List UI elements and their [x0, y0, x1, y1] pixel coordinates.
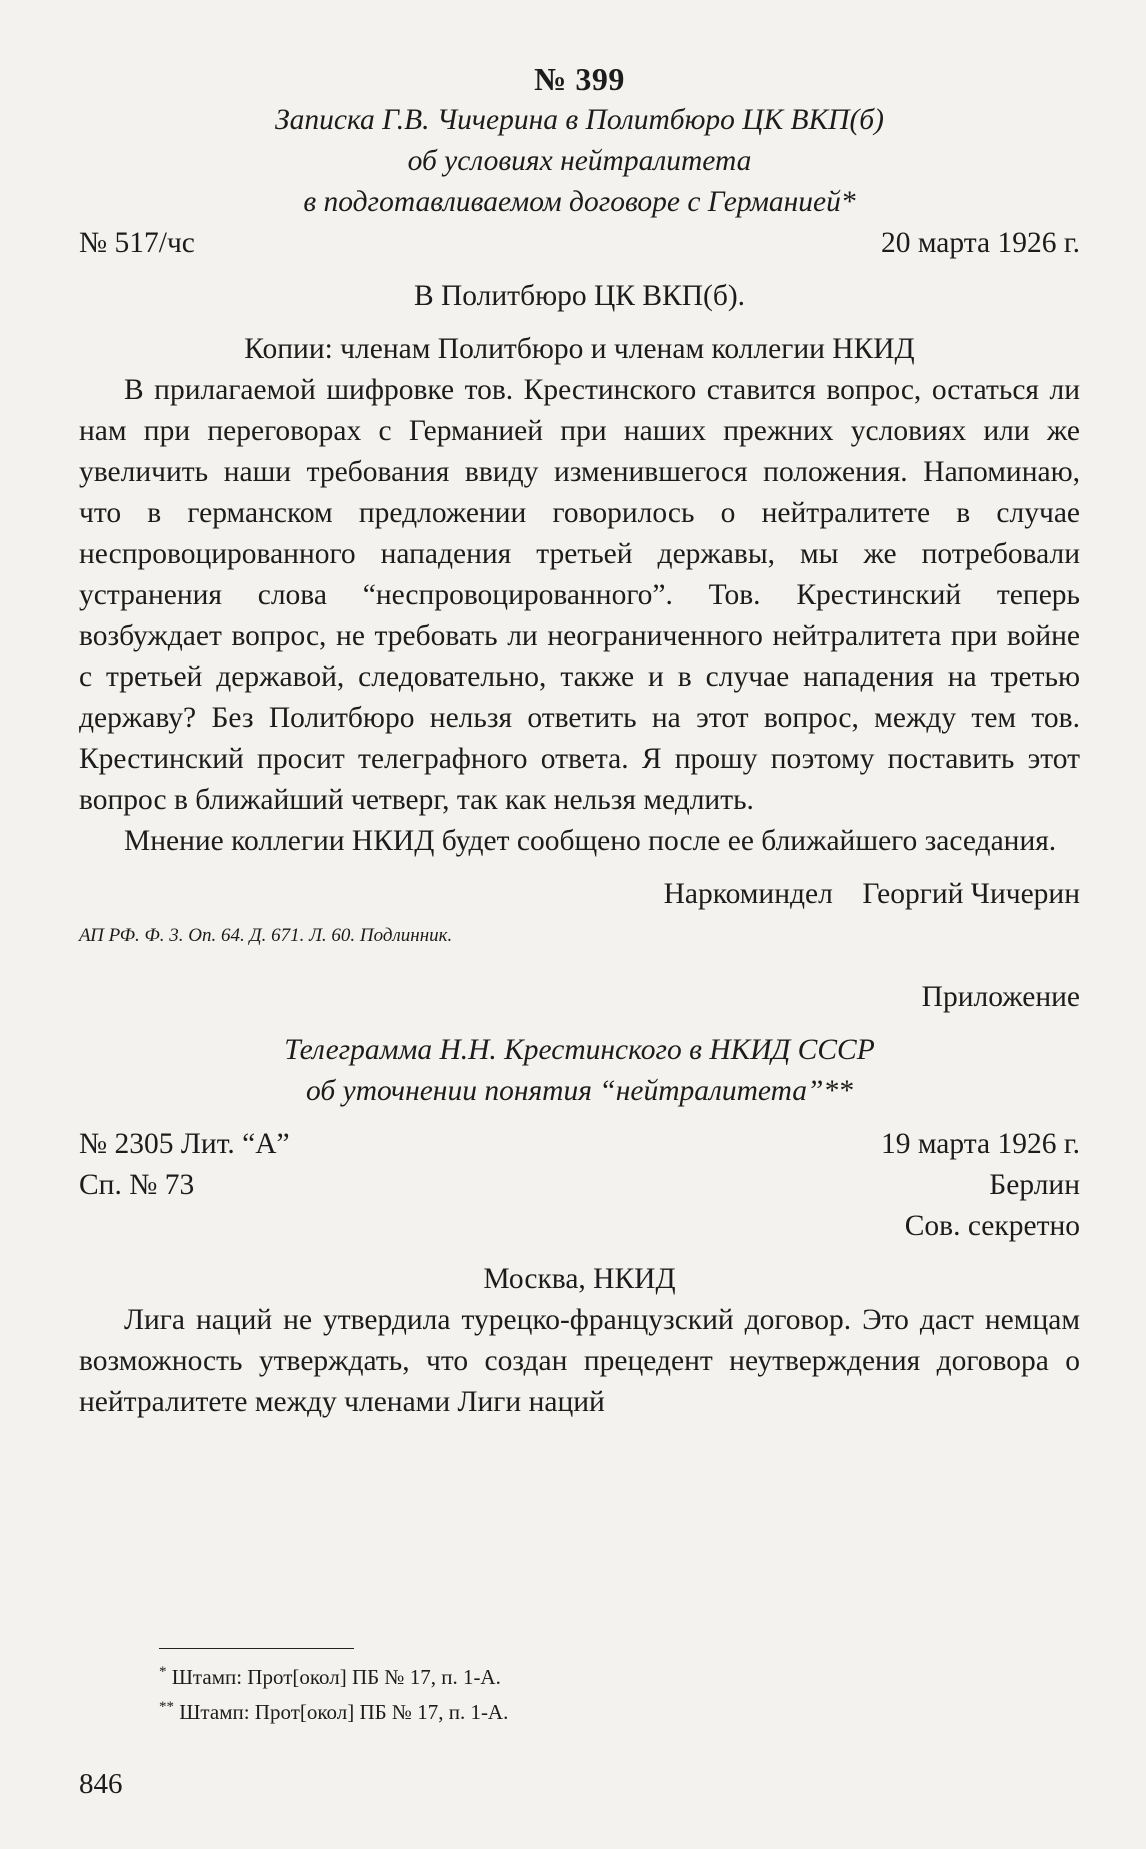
telegram-addressee: Москва, НКИД [483, 1263, 676, 1295]
archive-source: АП РФ. Ф. 3. Оп. 64. Д. 671. Л. 60. Подлинник. [79, 925, 453, 946]
memo-paragraph-1: В прилагаемой шифровке тов. Крестинского ставится вопрос, остаться ли нам при переговорах с Германией при наших прежних условиях или же увеличить наши требования ввиду изменившегося положения. Напоминаю, что в германском предложении говорилось о нейтралитете в случае неспровоцированного нападения третьей державы, мы же потребовали устранения слова “неспровоцированного”. Тов. Крестинский теперь возбуждает вопрос, не требовать ли неограниченного нейтралитета при войне с третьей державой, следовательно, также и в случае нападения на третью державу? Без Политбюро нельзя ответить на этот вопрос, между тем тов. Крестинский просит телеграфного ответа. Я прошу поэтому поставить этот вопрос в ближайший четверг, так как нельзя медлить. [79, 374, 1080, 816]
footnote-1 [79, 1657, 1080, 1692]
memo-paragraph-2: Мнение коллегии НКИД будет сообщено после ее ближайшего заседания. [124, 825, 1057, 857]
footnote-2-text: Штамп: Прот[окол] ПБ № 17, п. 1-А. [179, 1700, 509, 1724]
footnote-1-mark: * [159, 1664, 167, 1680]
page-number: 846 [79, 1768, 123, 1800]
document-title-line-3: в подготавливаемом договоре с Германией* [303, 186, 856, 218]
footnote-2-mark: ** [159, 1699, 174, 1715]
telegram-ref: № 2305 Лит. “А” [79, 1128, 290, 1160]
memo-addressee: В Политбюро ЦК ВКП(б). [413, 280, 746, 312]
document-number: № 399 [534, 61, 625, 97]
footnotes [79, 1648, 1080, 1727]
appendix-label: Приложение [921, 981, 1080, 1013]
appendix-title-line-2: об уточнении понятия “нейтралитета”** [306, 1075, 853, 1107]
telegram-paragraph-1: Лига наций не утвердила турецко-французский договор. Это даст немцам возможность утверждать, что создан прецедент неутверждения договора о нейтралитете между членами Лиги наций [79, 1304, 1080, 1418]
footnote-1-text: Штамп: Прот[окол] ПБ № 17, п. 1-А. [171, 1665, 501, 1689]
memo-ref: № 517/чс [79, 227, 195, 259]
page-content [79, 58, 1080, 1423]
telegram-sp-row [79, 1165, 1080, 1206]
telegram-secrecy: Сов. секретно [904, 1210, 1080, 1242]
telegram-city: Берлин [989, 1169, 1080, 1201]
memo-date: 20 марта 1926 г. [880, 227, 1080, 259]
footnote-2 [79, 1692, 1080, 1727]
memo-ref-row [79, 223, 1080, 264]
document-title-line-1: Записка Г.В. Чичерина в Политбюро ЦК ВКП(б) [275, 104, 884, 136]
appendix-title-line-1: Телеграмма Н.Н. Крестинского в НКИД СССР [284, 1034, 875, 1066]
document-title-line-2: об условиях нейтралитета [407, 145, 752, 177]
telegram-date: 19 марта 1926 г. [880, 1128, 1080, 1160]
footnote-rule [159, 1648, 354, 1649]
telegram-ref-row [79, 1124, 1080, 1165]
memo-signature: Наркоминдел Георгий Чичерин [663, 878, 1080, 910]
memo-copies: Копии: членам Политбюро и членам коллегии НКИД [244, 333, 915, 365]
telegram-sp: Сп. № 73 [79, 1169, 195, 1201]
